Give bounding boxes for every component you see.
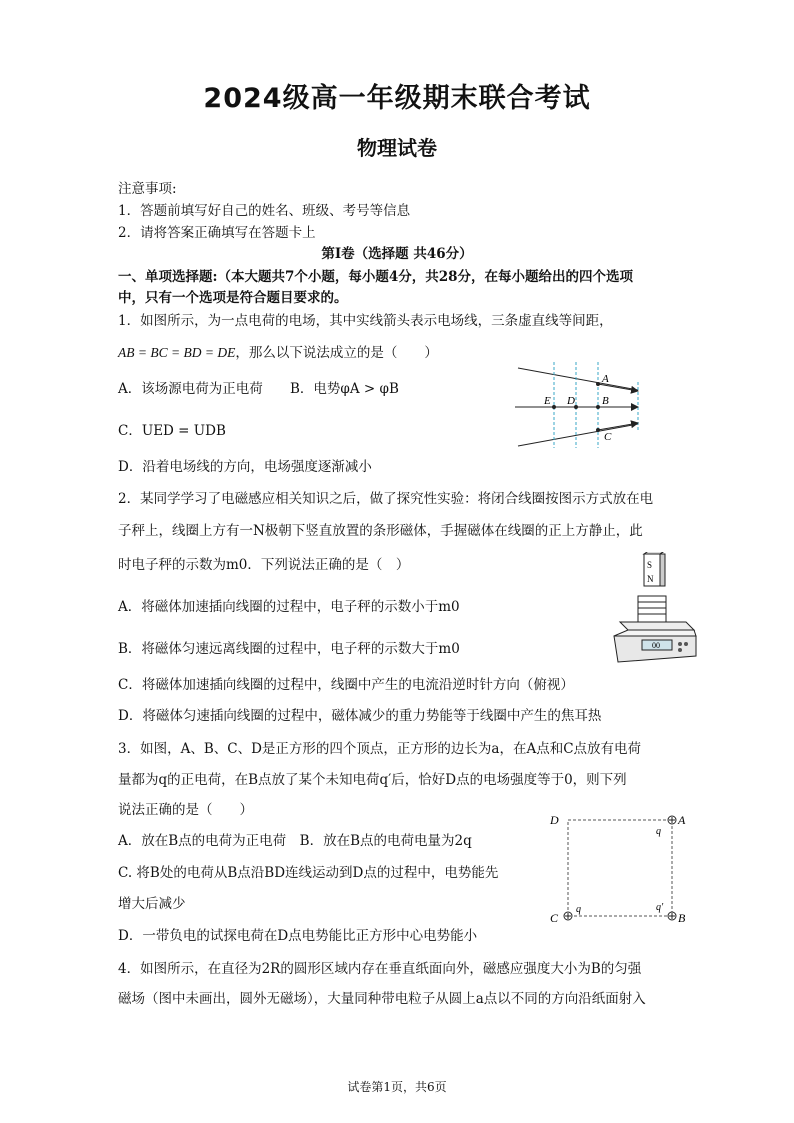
q3-square-figure: [546, 810, 696, 928]
q1-stem-line2: [118, 344, 438, 362]
charge-label-a: q: [656, 826, 661, 837]
coil: [638, 596, 666, 622]
q2-option-a: A．将磁体加速插向线圈的过程中，电子秤的示数小于m0: [118, 599, 460, 615]
q1-option-d: D．沿着电场线的方向，电场强度逐渐减小: [118, 459, 372, 475]
field-line-upper: [518, 368, 638, 390]
q2-stem-line1: 2．某同学学习了电磁感应相关知识之后，做了探究性实验：将闭合线圈按图示方式放在电: [118, 491, 654, 507]
section-heading-line2: 中，只有一个选项是符合题目要求的。: [118, 290, 348, 306]
exam-subtitle: 物理试卷: [357, 136, 437, 160]
point-e: [552, 405, 556, 409]
q1-stem-tail: ，那么以下说法成立的是（ ）: [235, 345, 438, 361]
q2-option-d: D．将磁体匀速插向线圈的过程中，磁体减少的重力势能等于线圈中产生的焦耳热: [118, 708, 602, 724]
q3-stem-line1: 3．如图，A、B、C、D是正方形的四个顶点，正方形的边长为a，在A点和C点放有电荷: [118, 741, 642, 757]
q3-option-c-line2: 增大后减少: [118, 896, 186, 912]
label-e: E: [544, 395, 551, 407]
exam-title: 2024级高一年级期末联合考试: [203, 83, 591, 114]
magnet-south-label: S: [647, 560, 653, 570]
label-c: C: [550, 911, 559, 925]
q3-option-c-line1: C. 将B处的电荷从B点沿BD连线运动到D点的过程中，电势能先: [118, 865, 499, 881]
charge-label-c: q: [576, 904, 581, 915]
scale-display-value: 00: [652, 641, 660, 650]
arrow-upper: [598, 384, 638, 391]
q3-stem-line3: 说法正确的是（ ）: [118, 802, 253, 818]
q3-option-ab: A．放在B点的电荷为正电荷 B．放在B点的电荷电量为2q: [118, 833, 472, 849]
q1-option-c: C．UED = UDB: [118, 423, 226, 439]
label-b: B: [678, 911, 686, 925]
q2-stem-line2: 子秤上，线圈上方有一N极朝下竖直放置的条形磁体，手握磁体在线圈的正上方静止，此: [118, 523, 643, 539]
q4-stem-line1: 4．如图所示，在直径为2R的圆形区域内存在垂直纸面向外，磁感应强度大小为B的匀强: [118, 961, 642, 977]
notice-item: 2．请将答案正确填写在答题卡上: [118, 225, 316, 241]
q2-option-c: C．将磁体加速插向线圈的过程中，线圈中产生的电流沿逆时针方向（俯视）: [118, 677, 574, 693]
field-line-lower: [518, 424, 638, 446]
label-c: C: [604, 431, 612, 443]
magnet-side: [660, 554, 665, 586]
label-b: B: [602, 395, 609, 407]
q2-stem-line3: 时电子秤的示数为m0．下列说法正确的是（ ）: [118, 557, 410, 573]
q2-option-b: B．将磁体匀速远离线圈的过程中，电子秤的示数大于m0: [118, 641, 460, 657]
q1-option-a: A．该场源电荷为正电荷: [118, 381, 263, 397]
charge-label-b: q′: [656, 902, 664, 913]
q4-stem-line2: 磁场（图中未画出，圆外无磁场），大量同种带电粒子从圆上a点以不同的方向沿纸面射入: [118, 991, 646, 1007]
q3-option-d: D．一带负电的试探电荷在D点电势能比正方形中心电势能小: [118, 928, 478, 944]
q1-option-b: B．电势φA > φB: [290, 381, 399, 397]
page-footer: 试卷第1页，共6页: [347, 1080, 447, 1094]
label-a: A: [602, 373, 609, 385]
point-c: [596, 428, 600, 432]
label-a: A: [678, 813, 686, 827]
notice-heading: 注意事项:: [118, 181, 177, 197]
scale-plate: [620, 622, 694, 630]
label-d: D: [567, 395, 575, 407]
magnet-north-label: N: [647, 574, 654, 584]
point-b: [596, 405, 600, 409]
label-d: D: [550, 813, 559, 827]
section-heading-line1: 一、单项选择题:（本大题共7个小题，每小题4分，共28分，在每小题给出的四个选项: [118, 269, 634, 285]
q1-equation: AB = BC = BD = DE: [118, 345, 236, 360]
point-a: [596, 382, 600, 386]
q1-stem-line1: 1．如图所示，为一点电荷的电场，其中实线箭头表示电场线，三条虚直线等间距，: [118, 313, 613, 329]
q2-scale-magnet-figure: [606, 552, 698, 664]
notice-item: 1．答题前填写好自己的姓名、班级、考号等信息: [118, 203, 411, 219]
part1-heading: 第I卷（选择题 共46分）: [321, 246, 473, 262]
arrow-lower: [598, 423, 638, 430]
q1-electric-field-figure: [510, 360, 670, 450]
q3-stem-line2: 量都为q的正电荷，在B点放了某个未知电荷q′后，恰好D点的电场强度等于0，则下列: [118, 772, 627, 788]
